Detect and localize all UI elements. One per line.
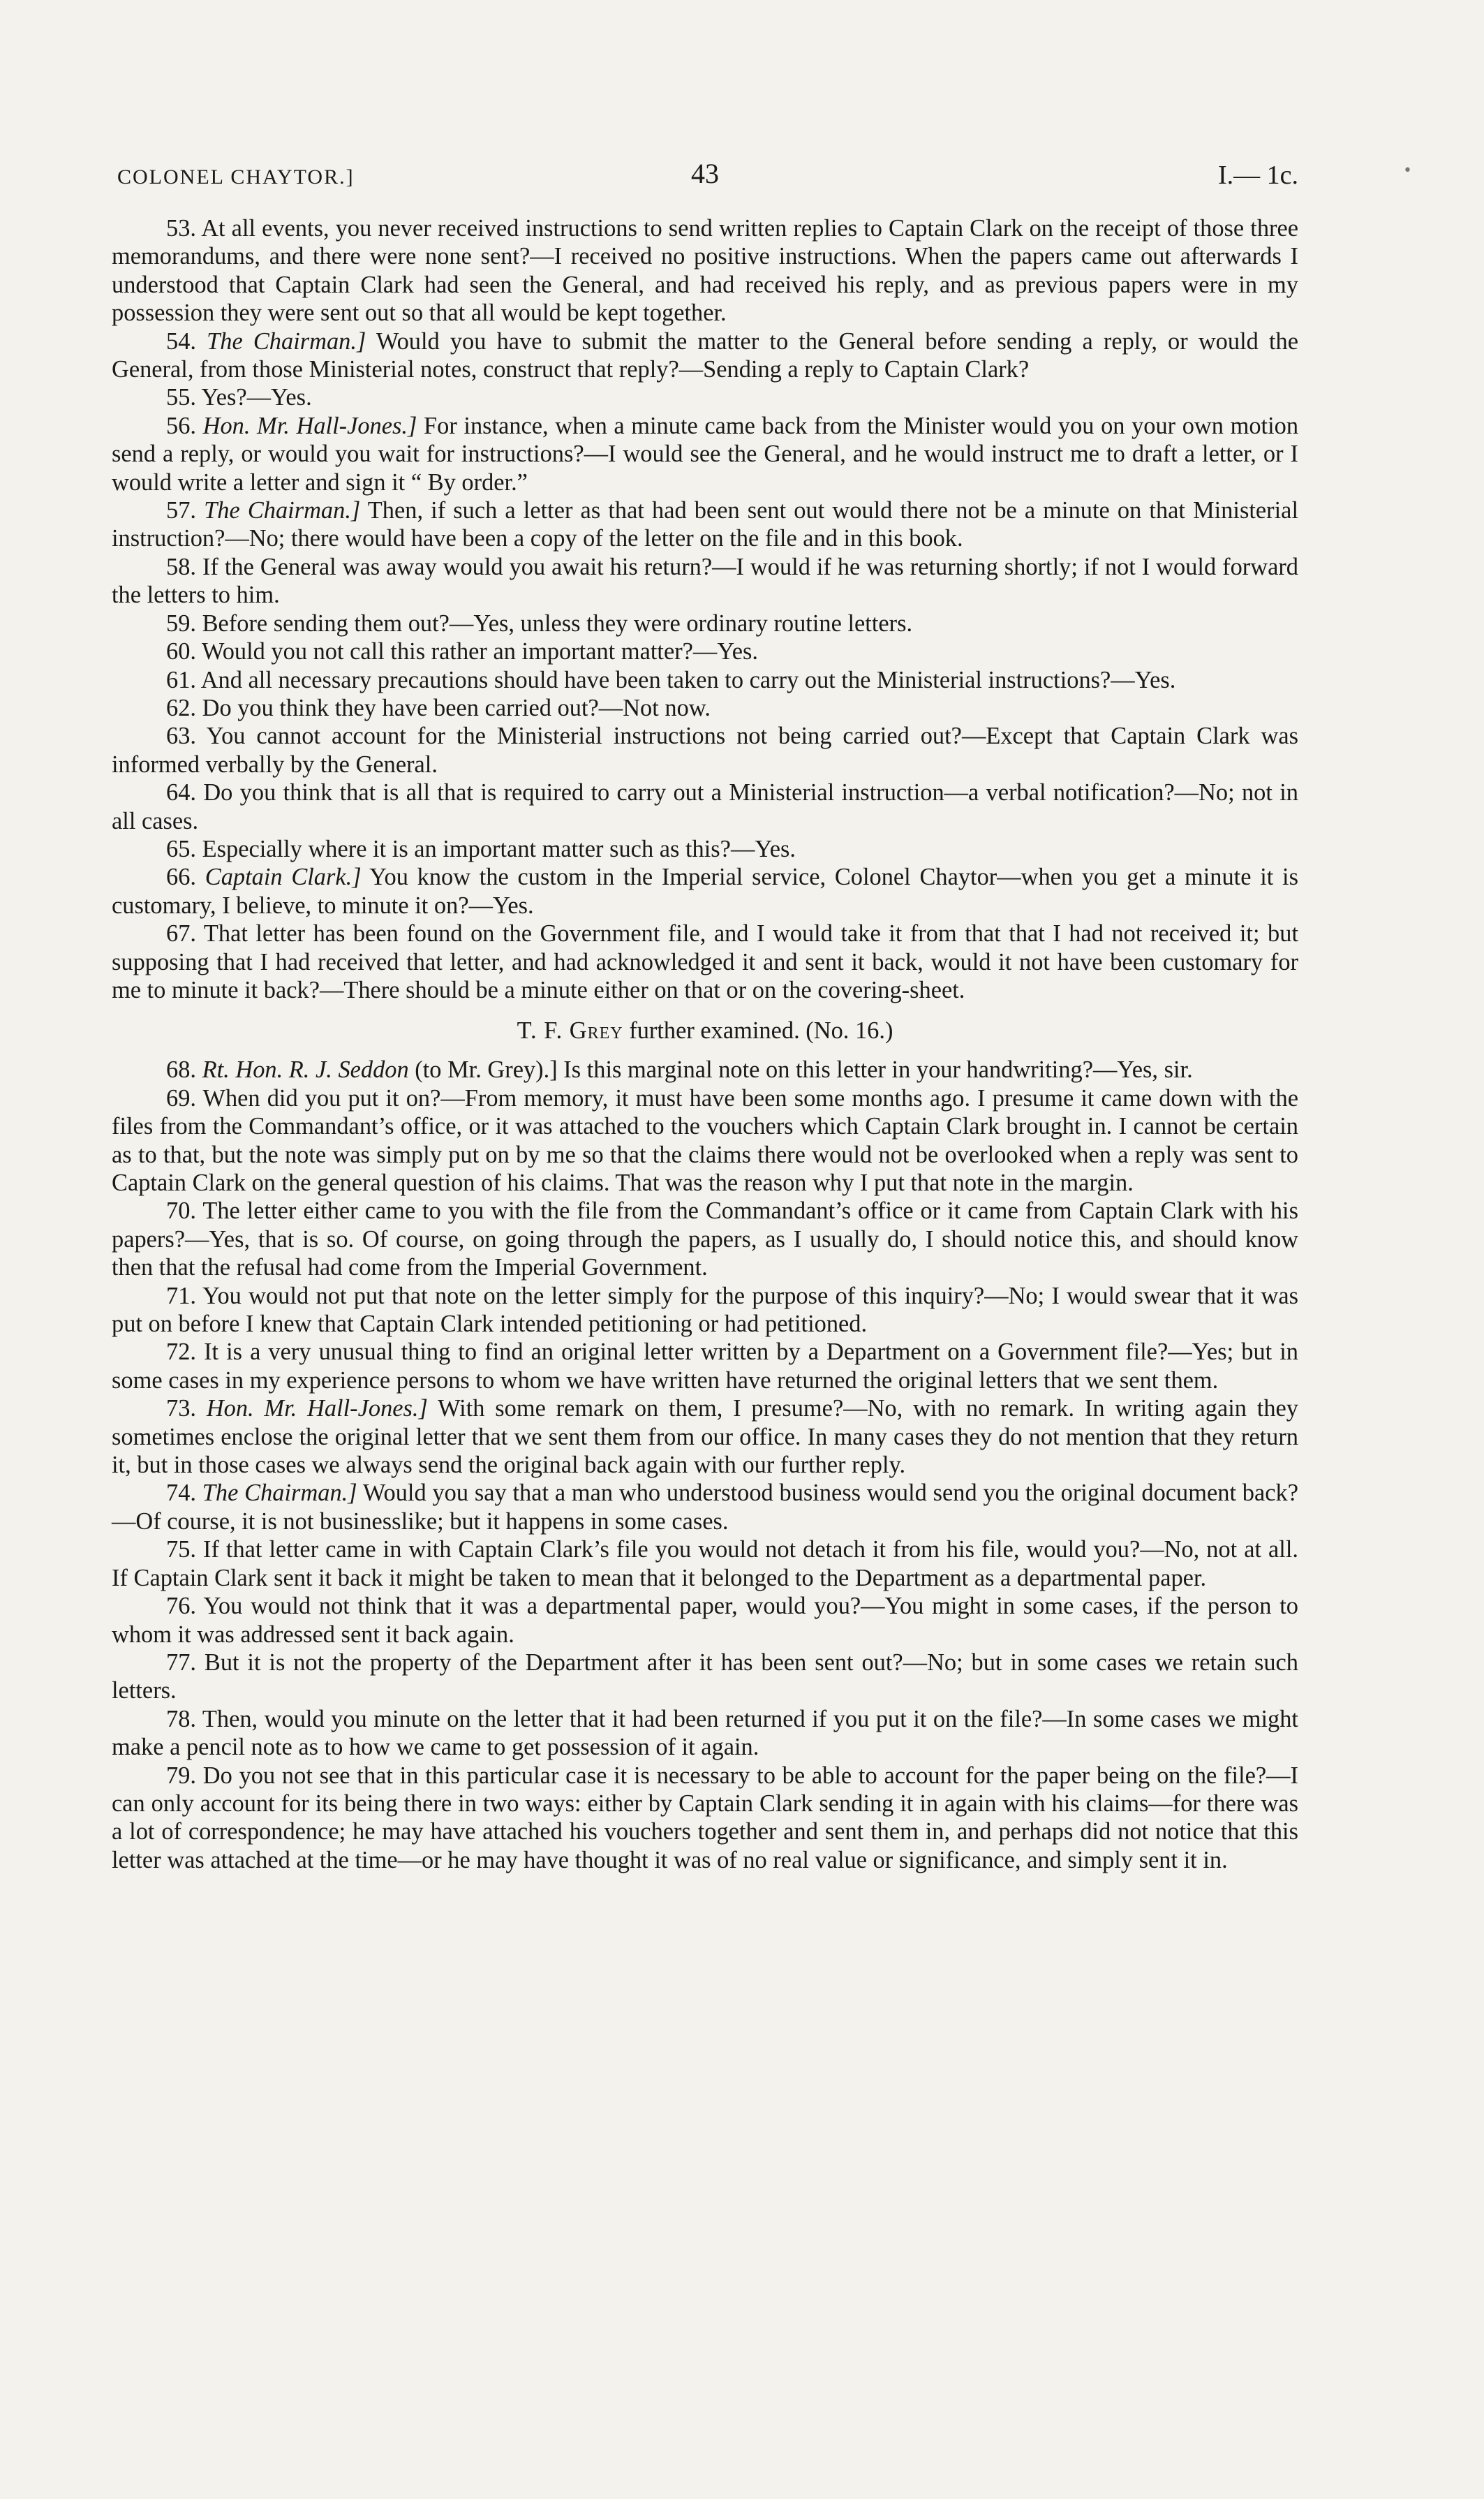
question-paragraph	[112, 637, 1298, 665]
question-number: 56.	[166, 412, 196, 439]
question-number: 58.	[166, 553, 196, 580]
speaker-name: Rt. Hon. R. J. Seddon	[202, 1056, 409, 1084]
question-paragraph	[112, 214, 1298, 327]
question-paragraph	[112, 694, 1298, 722]
testimony-chaytor	[112, 214, 1298, 1004]
running-head-right: I.— 1c.	[1217, 161, 1298, 190]
question-number: 63.	[166, 723, 196, 750]
question-text: You cannot account for the Ministerial instructions not being carried out?—Except that Captain Clark was informed verbally by the General.	[112, 723, 1298, 778]
question-paragraph	[112, 1535, 1298, 1592]
question-text: It is a very unusual thing to find an original letter written by a Department on a Government file?—Yes; but in some cases in my experience persons to whom we have written have returned the original letters that we sent them.	[112, 1339, 1298, 1394]
question-paragraph	[112, 553, 1298, 610]
question-text: You would not put that note on the letter simply for the purpose of this inquiry?—No; I would swear that it was put on before I knew that Captain Clark intended petitioning or had petitioned.	[112, 1282, 1298, 1338]
question-text: Is this marginal note on this letter in your handwriting?—Yes, sir.	[563, 1056, 1193, 1084]
question-number: 65.	[166, 835, 196, 862]
question-text: If that letter came in with Captain Clark’s file you would not detach it from his file, would you?—No, not at all. If Captain Clark sent it back it might be taken to mean that it belonged to the Department as a departmental paper.	[112, 1536, 1298, 1591]
question-number: 75.	[166, 1536, 196, 1563]
question-text: And all necessary precautions should have been taken to carry out the Ministerial instructions?—Yes.	[200, 666, 1176, 693]
question-text: Would you say that a man who understood business would send you the original document back?—Of course, it is not businesslike; but it happens in some cases.	[112, 1480, 1298, 1535]
question-paragraph	[112, 383, 1298, 411]
question-number: 59.	[166, 610, 196, 637]
page-header	[112, 150, 1298, 199]
question-number: 77.	[166, 1649, 196, 1676]
question-text: If the General was away would you await his return?—I would if he was returning shortly; if not I would forward the letters to him.	[112, 553, 1298, 609]
question-text: At all events, you never received instructions to send written replies to Captain Clark on the receipt of those three memorandums, and there were none sent?—I received no positive instructions. When the papers came out afterwards I understood that Captain Clark had seen the General, and had received his reply, and as previous papers were in my possession they were sent out so that all would be kept together.	[112, 215, 1299, 327]
question-paragraph	[112, 610, 1298, 637]
speaker-name: Hon. Mr. Hall-Jones.]	[202, 412, 417, 439]
question-number: 66.	[166, 864, 196, 891]
question-number: 54.	[166, 327, 196, 355]
question-number: 74.	[166, 1480, 196, 1507]
question-text: Do you think that is all that is required to carry out a Ministerial instruction—a verbal notification?—No; not in all cases.	[112, 779, 1298, 834]
question-paragraph	[112, 1338, 1298, 1394]
heading-rest: further examined. (No. 16.)	[623, 1017, 893, 1045]
question-number: 69.	[166, 1084, 196, 1112]
question-paragraph	[112, 1479, 1298, 1535]
witness-name: T. F. Grey	[517, 1017, 623, 1045]
margin-mark: •	[1403, 162, 1412, 179]
question-number: 73.	[166, 1395, 196, 1422]
page-body	[112, 214, 1298, 1874]
question-paragraph	[112, 327, 1298, 384]
question-text: Do you think they have been carried out?—Not now.	[202, 694, 711, 721]
question-text: You would not think that it was a departmental paper, would you?—You might in some cases, if the person to whom it was addressed sent it back again.	[112, 1593, 1298, 1648]
section-heading	[112, 1017, 1298, 1045]
question-number: 67.	[166, 920, 196, 948]
document-page	[112, 150, 1298, 1874]
question-number: 61.	[166, 666, 196, 693]
question-number: 55.	[166, 384, 196, 411]
question-paragraph	[112, 666, 1298, 694]
question-text: With some remark on them, I presume?—No, with no remark. In writing again they sometimes enclose the original letter that we sent them from our office. In many cases they do not mention that they return it, but in those cases we always send the original back again with our further reply.	[112, 1395, 1298, 1479]
question-paragraph	[112, 920, 1298, 1004]
question-paragraph	[112, 1592, 1298, 1649]
question-text: But it is not the property of the Department after it has been sent out?—No; but in some cases we retain such letters.	[112, 1649, 1298, 1704]
question-text: Before sending them out?—Yes, unless they were ordinary routine letters.	[202, 610, 913, 637]
question-text: Yes?—Yes.	[201, 384, 312, 411]
question-text: You know the custom in the Imperial service, Colonel Chaytor—when you get a minute it is customary, I believe, to minute it on?—Yes.	[112, 864, 1298, 919]
question-number: 76.	[166, 1593, 196, 1620]
question-paragraph	[112, 1084, 1298, 1197]
question-text: The letter either came to you with the file from the Commandant’s office or it came from Captain Clark with his papers?—Yes, that is so. Of course, on going through the papers, as I usually do, I should notice this, and should know then that the refusal had come from the Imperial Government.	[112, 1197, 1298, 1281]
question-number: 79.	[166, 1762, 196, 1789]
question-text: For instance, when a minute came back from the Minister would you on your own motion send a reply, or would you wait for instructions?—I would see the General, and he would instruct me to draft a letter, or I would write a letter and sign it “ By order.”	[112, 412, 1299, 496]
testimony-grey	[112, 1056, 1298, 1874]
question-text: Then, if such a letter as that had been sent out would there not be a minute on that Ministerial instruction?—No; there would have been a copy of the letter on the file and in this book.	[112, 497, 1298, 552]
speaker-name: Hon. Mr. Hall-Jones.]	[206, 1395, 428, 1422]
question-text: Would you not call this rather an important matter?—Yes.	[201, 638, 758, 665]
question-text: That letter has been found on the Government file, and I would take it from that that I had not received it; but supposing that I had received that letter, and had acknowledged it and sent it back, would it not have been customary for me to minute it back?—There should be a minute either on that or on the covering-sheet.	[112, 920, 1298, 1003]
question-number: 72.	[166, 1339, 196, 1366]
speaker-name: The Chairman.]	[207, 327, 366, 355]
question-paragraph	[112, 1394, 1298, 1479]
question-paragraph	[112, 1282, 1298, 1339]
question-paragraph	[112, 863, 1298, 920]
question-paragraph	[112, 1762, 1298, 1875]
speaker-name: The Chairman.]	[204, 497, 361, 524]
question-number: 78.	[166, 1705, 196, 1732]
question-paragraph	[112, 1056, 1298, 1084]
question-text: When did you put it on?—From memory, it must have been some months ago. I presume it came down with the files from the Commandant’s office, or it was attached to the vouchers which Captain Clark brought in. I cannot be certain as to that, but the note was simply put on by me so that the claims there would not be overlooked when a reply was sent to Captain Clark on the general question of his claims. That was the reason why I put that note in the margin.	[112, 1084, 1298, 1196]
page-number: 43	[691, 158, 719, 189]
question-text: Then, would you minute on the letter that it had been returned if you put it on the file?—In some cases we might make a pencil note as to how we came to get possession of it again.	[112, 1705, 1298, 1761]
question-number: 62.	[166, 694, 196, 721]
question-paragraph	[112, 412, 1298, 496]
speaker-name: The Chairman.]	[202, 1480, 357, 1507]
question-text: Especially where it is an important matter such as this?—Yes.	[202, 835, 796, 862]
question-number: 68.	[166, 1056, 196, 1084]
question-number: 57.	[166, 497, 196, 524]
question-number: 53.	[166, 215, 196, 242]
question-number: 60.	[166, 638, 196, 665]
question-paragraph	[112, 779, 1298, 835]
speaker-qualifier: (to Mr. Grey).]	[408, 1056, 558, 1084]
speaker-name: Captain Clark.]	[205, 864, 362, 891]
question-number: 64.	[166, 779, 196, 806]
question-text: Do you not see that in this particular case it is necessary to be able to account for the paper being on the file?—I can only account for its being there in two ways: either by Captain Clark sending it in again with his claims—for there was a lot of correspondence; he may have attached his vouchers together and sent them in, and perhaps did not notice that this letter was attached at the time—or he may have thought it was of no real value or significance, and simply sent it in.	[112, 1762, 1298, 1873]
question-number: 70.	[166, 1197, 196, 1225]
question-paragraph	[112, 496, 1298, 553]
running-head-left: COLONEL CHAYTOR.]	[117, 165, 355, 189]
question-paragraph	[112, 1705, 1298, 1762]
question-paragraph	[112, 1649, 1298, 1705]
question-text: Would you have to submit the matter to the General before sending a reply, or would the General, from those Ministerial notes, construct that reply?—Sending a reply to Captain Clark?	[112, 327, 1298, 383]
question-paragraph	[112, 722, 1298, 779]
question-paragraph	[112, 835, 1298, 863]
question-number: 71.	[166, 1282, 196, 1309]
question-paragraph	[112, 1197, 1298, 1281]
